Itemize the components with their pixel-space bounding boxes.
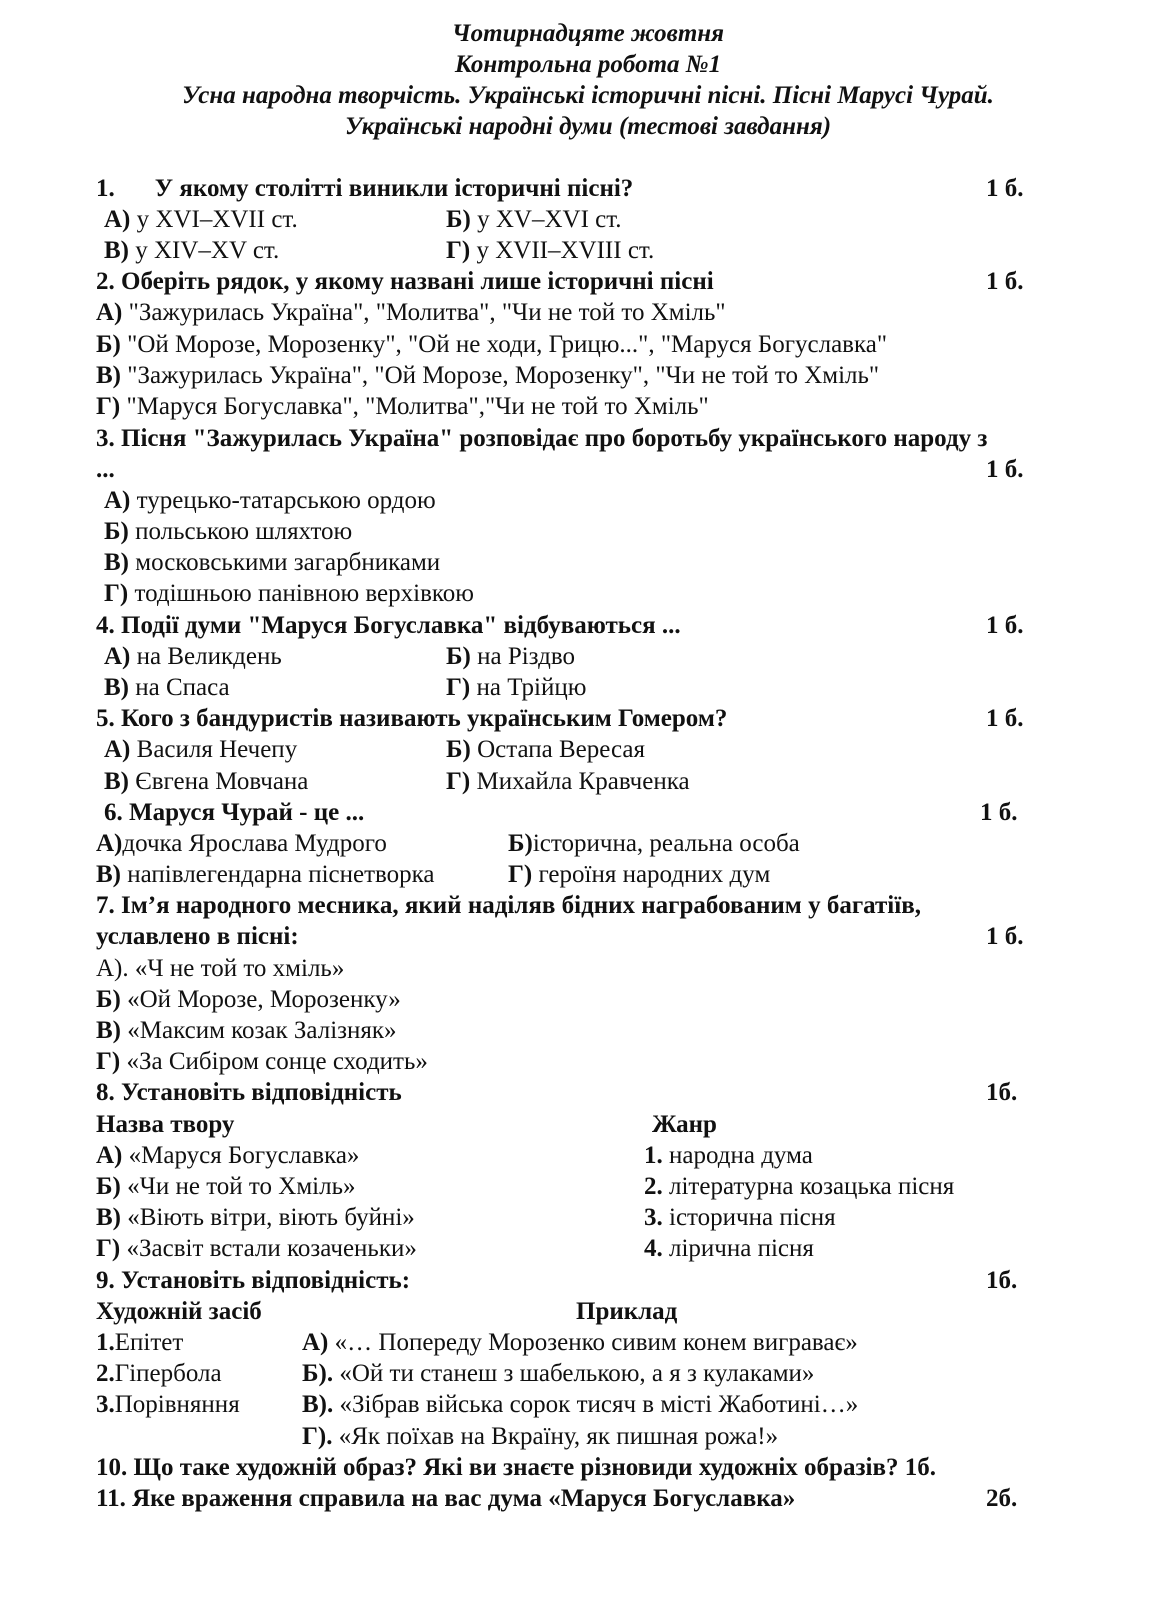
q7-option-a: А). «Ч не той то хміль» [96,955,345,982]
q8-genre-3: 3. історична пісня [644,1204,836,1231]
q7-option-d: Г) «За Сибіром сонце сходить» [96,1048,428,1075]
question-7-continued: уславлено в пісні: [96,923,299,950]
q8-genre-2: 2. літературна козацька пісня [644,1173,955,1200]
q9-example-b: Б). «Ой ти станеш з шабелькою, а я з кулаками» [302,1360,815,1387]
q9-device-1: 1.Епітет [96,1329,184,1356]
q5-option-c: В) Євгена Мовчана [104,768,309,795]
q9-example-c: В). «Зібрав війська сорок тисяч в місті Жаботині…» [302,1391,859,1418]
question-1-number: 1. [96,175,115,202]
q3-option-b: Б) польською шляхтою [104,518,353,545]
q8-genre-1: 1. народна дума [644,1142,813,1169]
question-6-score: 1 б. [980,799,1018,826]
question-1-score: 1 б. [986,175,1024,202]
date-heading: Чотирнадцяте жовтня [451,20,725,47]
q9-column-example: Приклад [576,1298,678,1325]
q3-option-a: А) турецько-татарською ордою [104,487,436,514]
question-5: 5. Кого з бандуристів називають українським Гомером? [96,705,728,732]
q2-option-c: В) "Зажурилась Україна", "Ой Морозе, Морозенку", "Чи не той то Хміль" [96,362,880,389]
question-4: 4. Події думи "Маруся Богуславка" відбуваються ... [96,612,681,639]
question-10: 10. Що таке художній образ? Які ви знаєте різновиди художніх образів? 1б. [96,1454,936,1481]
q1-option-d: Г) у XVII–XVIII ст. [446,237,655,264]
q2-option-b: Б) "Ой Морозе, Морозенку", "Ой не ходи, Грицю...", "Маруся Богуславка" [96,331,888,358]
q4-option-a: А) на Великдень [104,643,282,670]
q8-genre-4: 4. лірична пісня [644,1235,814,1262]
question-6: 6. Маруся Чурай - це ... [104,799,365,826]
q6-option-b: Б)історична, реальна особа [508,830,800,857]
question-1-text: У якому столітті виникли історичні пісні? [154,175,634,202]
q1-option-b: Б) у XV–XVI ст. [446,206,622,233]
q9-column-device: Художній засіб [96,1298,262,1325]
q8-work-b: Б) «Чи не той то Хміль» [96,1173,356,1200]
q6-option-a: А)дочка Ярослава Мудрого [96,830,387,857]
test-title: Контрольна робота №1 [454,51,722,78]
q5-option-d: Г) Михайла Кравченка [446,768,690,795]
q2-option-a: А) "Зажурилась Україна", "Молитва", "Чи не той то Хміль" [96,299,726,326]
q7-option-c: В) «Максим козак Залізняк» [96,1017,397,1044]
question-8-score: 1б. [986,1079,1018,1106]
q4-option-c: В) на Спаса [104,674,230,701]
q3-option-d: Г) тодішньою панівною верхівкою [104,580,474,607]
q9-example-a: А) «… Попереду Морозенко сивим конем виграває» [302,1329,858,1356]
q8-work-c: В) «Віють вітри, віють буйні» [96,1204,415,1231]
q2-option-d: Г) "Маруся Богуславка", "Молитва","Чи не той то Хміль" [96,393,709,420]
question-7: 7. Ім’я народного месника, який наділяв бідних награбованим у багатіїв, [96,892,921,919]
test-topic: Усна народна творчість. Українські історичні пісні. Пісні Марусі Чурай. [182,82,994,109]
q6-option-c: В) напівлегендарна піснетворка [96,861,435,888]
question-5-score: 1 б. [986,705,1024,732]
q3-option-c: В) московськими загарбниками [104,549,441,576]
question-2-score: 1 б. [986,268,1024,295]
q8-column-title: Назва твору [96,1111,235,1138]
q1-option-a: А) у XVI–XVII ст. [104,206,298,233]
q4-option-b: Б) на Різдво [446,643,575,670]
question-3: 3. Пісня "Зажурилась Україна" розповідає про боротьбу українського народу з [96,425,988,452]
q4-option-d: Г) на Трійцю [446,674,587,701]
question-11-score: 2б. [986,1485,1018,1512]
q1-option-c: В) у XIV–XV ст. [104,237,280,264]
q6-option-d: Г) героїня народних дум [508,861,771,888]
q8-column-genre: Жанр [652,1111,717,1138]
q8-work-a: А) «Маруся Богуславка» [96,1142,360,1169]
question-9-score: 1б. [986,1267,1018,1294]
question-1 [96,173,633,204]
question-3-continued: ... [96,456,115,483]
q9-device-3: 3.Порівняння [96,1391,240,1418]
question-8: 8. Установіть відповідність [96,1079,402,1106]
q7-option-b: Б) «Ой Морозе, Морозенку» [96,986,401,1013]
question-11: 11. Яке враження справила на вас дума «Маруся Богуславка» [96,1485,796,1512]
question-7-score: 1 б. [986,923,1024,950]
question-4-score: 1 б. [986,612,1024,639]
q5-option-b: Б) Остапа Вересая [446,736,645,763]
question-2: 2. Оберіть рядок, у якому названі лише історичні пісні [96,268,714,295]
test-topic-continued: Українські народні думи (тестові завдання) [344,113,832,140]
q5-option-a: А) Василя Нечепу [104,736,298,763]
q9-device-2: 2.Гіпербола [96,1360,222,1387]
question-9: 9. Установіть відповідність: [96,1267,411,1294]
question-3-score: 1 б. [986,456,1024,483]
q8-work-d: Г) «Засвіт встали козаченьки» [96,1235,417,1262]
q9-example-d: Г). «Як поїхав на Вкраїну, як пишная рожа!» [302,1423,779,1450]
document-header [0,18,1176,142]
